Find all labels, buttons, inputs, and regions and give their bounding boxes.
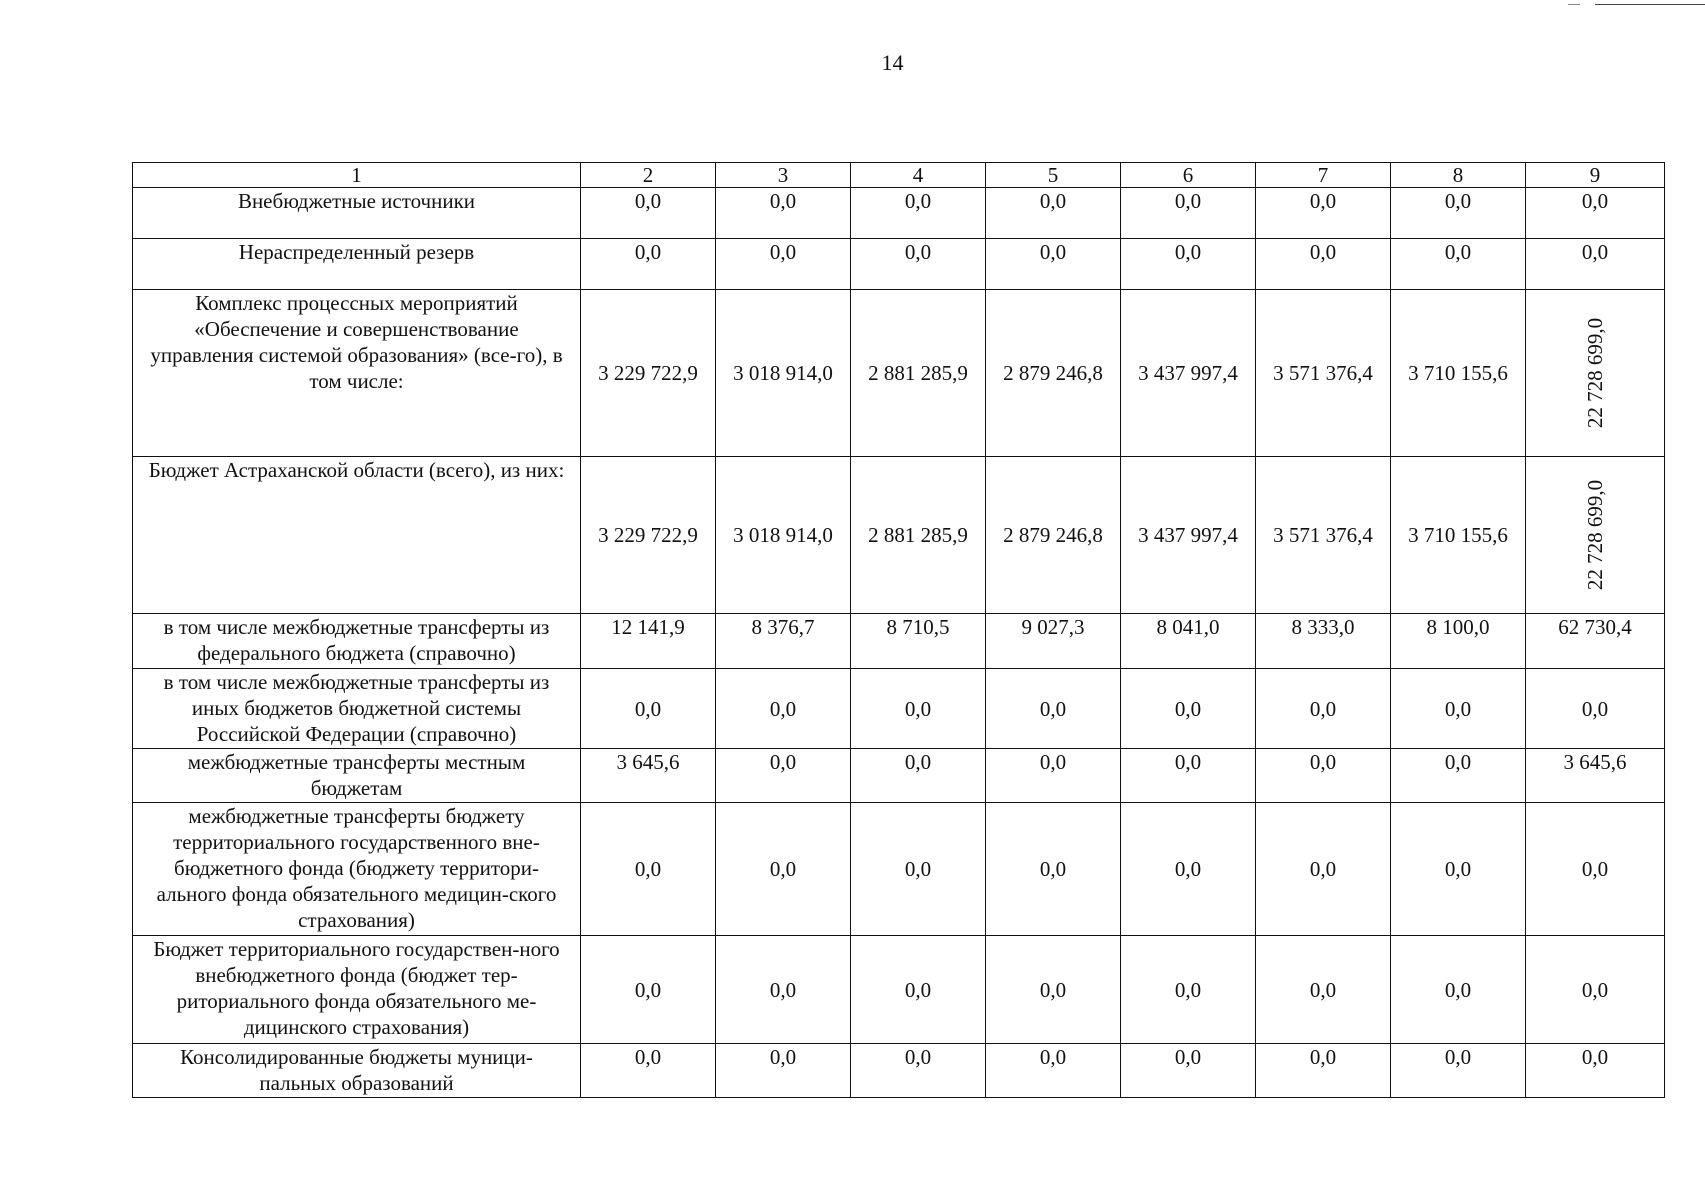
table-cell: 0,0	[1391, 239, 1526, 290]
row-label: Комплекс процессных мероприятий «Обеспечение и совершенствование управления системой образования» (все-го), в том числе:	[133, 290, 581, 457]
table-cell: 8 333,0	[1256, 614, 1391, 669]
table-cell: 0,0	[1121, 803, 1256, 936]
row-label: Бюджет Астраханской области (всего), из них:	[133, 457, 581, 614]
column-number: 7	[1256, 163, 1391, 188]
table-cell: 0,0	[716, 803, 851, 936]
table-cell: 0,0	[1256, 188, 1391, 239]
row-label: межбюджетные трансферты местным бюджетам	[133, 749, 581, 803]
table-cell: 0,0	[716, 188, 851, 239]
table-cell: 3 229 722,9	[581, 290, 716, 457]
table-cell: 0,0	[716, 1044, 851, 1098]
table-cell: 0,0	[581, 1044, 716, 1098]
table-cell: 0,0	[1121, 669, 1256, 749]
table-row	[133, 936, 1665, 1044]
table-cell: 12 141,9	[581, 614, 716, 669]
column-number: 9	[1526, 163, 1665, 188]
table-cell: 0,0	[1391, 936, 1526, 1044]
row-label: Внебюджетные источники	[133, 188, 581, 239]
table-cell: 3 710 155,6	[1391, 457, 1526, 614]
table-cell: 0,0	[1526, 669, 1665, 749]
table-cell: 3 229 722,9	[581, 457, 716, 614]
table-cell: 0,0	[581, 669, 716, 749]
table-cell: 2 881 285,9	[851, 290, 986, 457]
table-cell: 0,0	[1121, 239, 1256, 290]
table-cell: 3 710 155,6	[1391, 290, 1526, 457]
table-cell: 0,0	[986, 669, 1121, 749]
table-cell: 0,0	[986, 239, 1121, 290]
table-cell: 0,0	[851, 749, 986, 803]
table-cell: 0,0	[1391, 803, 1526, 936]
table-cell: 0,0	[716, 936, 851, 1044]
table-cell: 8 100,0	[1391, 614, 1526, 669]
table-cell: 0,0	[581, 936, 716, 1044]
table-cell: 0,0	[1526, 239, 1665, 290]
column-number: 4	[851, 163, 986, 188]
table-cell: 0,0	[1121, 188, 1256, 239]
table-cell: 3 437 997,4	[1121, 290, 1256, 457]
table-cell: 0,0	[986, 803, 1121, 936]
table-cell: 9 027,3	[986, 614, 1121, 669]
table-cell: 0,0	[1391, 749, 1526, 803]
table-row	[133, 1044, 1665, 1098]
table-cell: 0,0	[1526, 1044, 1665, 1098]
row-label: Бюджет территориального государствен-ного внебюджетного фонда (бюджет тер-риториального фонда обязательного ме-дицинского страхования)	[133, 936, 581, 1044]
table-cell: 3 645,6	[1526, 749, 1665, 803]
table-cell: 3 018 914,0	[716, 290, 851, 457]
table-cell: 2 879 246,8	[986, 457, 1121, 614]
table-cell: 0,0	[716, 239, 851, 290]
total-value-vertical: 22 728 699,0	[1583, 317, 1607, 429]
row-label: межбюджетные трансферты бюджету территориального государственного вне-бюджетного фонда (бюджету территори-ального фонда обязательного медицин-ского страхования)	[133, 803, 581, 936]
table-row	[133, 669, 1665, 749]
table-cell: 8 710,5	[851, 614, 986, 669]
table-cell: 0,0	[716, 749, 851, 803]
table-cell: 0,0	[1391, 188, 1526, 239]
table-cell: 0,0	[851, 936, 986, 1044]
column-number-row	[133, 163, 1665, 188]
row-label: в том числе межбюджетные трансферты из иных бюджетов бюджетной системы Российской Федерации (справочно)	[133, 669, 581, 749]
column-number: 5	[986, 163, 1121, 188]
table-cell: 3 437 997,4	[1121, 457, 1256, 614]
total-value-vertical: 22 728 699,0	[1583, 479, 1607, 591]
table-cell: 8 041,0	[1121, 614, 1256, 669]
table-cell: 0,0	[1256, 936, 1391, 1044]
table-cell: 0,0	[986, 936, 1121, 1044]
table-cell: 0,0	[851, 803, 986, 936]
table-row	[133, 614, 1665, 669]
table-row	[133, 188, 1665, 239]
table-row	[133, 803, 1665, 936]
table-cell: 0,0	[1256, 239, 1391, 290]
table-cell: 3 645,6	[581, 749, 716, 803]
table-row	[133, 290, 1665, 457]
table-cell: 0,0	[986, 1044, 1121, 1098]
table-cell: 2 879 246,8	[986, 290, 1121, 457]
table-row	[133, 749, 1665, 803]
table-cell: 0,0	[581, 239, 716, 290]
table-cell: 0,0	[1526, 803, 1665, 936]
column-number: 3	[716, 163, 851, 188]
table-cell: 0,0	[851, 188, 986, 239]
table-cell: 0,0	[581, 803, 716, 936]
corner-rule-mark	[1595, 4, 1705, 5]
row-label: Нераспределенный резерв	[133, 239, 581, 290]
table-cell: 0,0	[986, 749, 1121, 803]
column-number: 6	[1121, 163, 1256, 188]
table-cell: 0,0	[1526, 188, 1665, 239]
table-row	[133, 457, 1665, 614]
column-number: 1	[133, 163, 581, 188]
table-cell: 2 881 285,9	[851, 457, 986, 614]
budget-table	[132, 162, 1665, 1098]
table-row	[133, 239, 1665, 290]
table-cell: 3 571 376,4	[1256, 290, 1391, 457]
column-number: 8	[1391, 163, 1526, 188]
table-cell: 0,0	[851, 239, 986, 290]
table-cell: 0,0	[1256, 749, 1391, 803]
table-cell-total	[1526, 290, 1665, 457]
table-cell: 0,0	[851, 669, 986, 749]
table-cell: 0,0	[1121, 936, 1256, 1044]
page-number: 14	[881, 50, 904, 75]
corner-dash-mark	[1568, 4, 1580, 5]
table-cell: 0,0	[581, 188, 716, 239]
table-cell: 0,0	[1121, 1044, 1256, 1098]
table-cell: 62 730,4	[1526, 614, 1665, 669]
table-cell: 3 571 376,4	[1256, 457, 1391, 614]
table-cell-total	[1526, 457, 1665, 614]
table-cell: 0,0	[1256, 669, 1391, 749]
column-number: 2	[581, 163, 716, 188]
table-cell: 0,0	[1256, 1044, 1391, 1098]
table-cell: 0,0	[1121, 749, 1256, 803]
table-cell: 8 376,7	[716, 614, 851, 669]
table-cell: 0,0	[986, 188, 1121, 239]
table-cell: 3 018 914,0	[716, 457, 851, 614]
table-cell: 0,0	[1391, 669, 1526, 749]
table-cell: 0,0	[1391, 1044, 1526, 1098]
row-label: в том числе межбюджетные трансферты из федерального бюджета (справочно)	[133, 614, 581, 669]
table-cell: 0,0	[851, 1044, 986, 1098]
table-cell: 0,0	[716, 669, 851, 749]
row-label: Консолидированные бюджеты муници-пальных образований	[133, 1044, 581, 1098]
table-cell: 0,0	[1256, 803, 1391, 936]
table-cell: 0,0	[1526, 936, 1665, 1044]
